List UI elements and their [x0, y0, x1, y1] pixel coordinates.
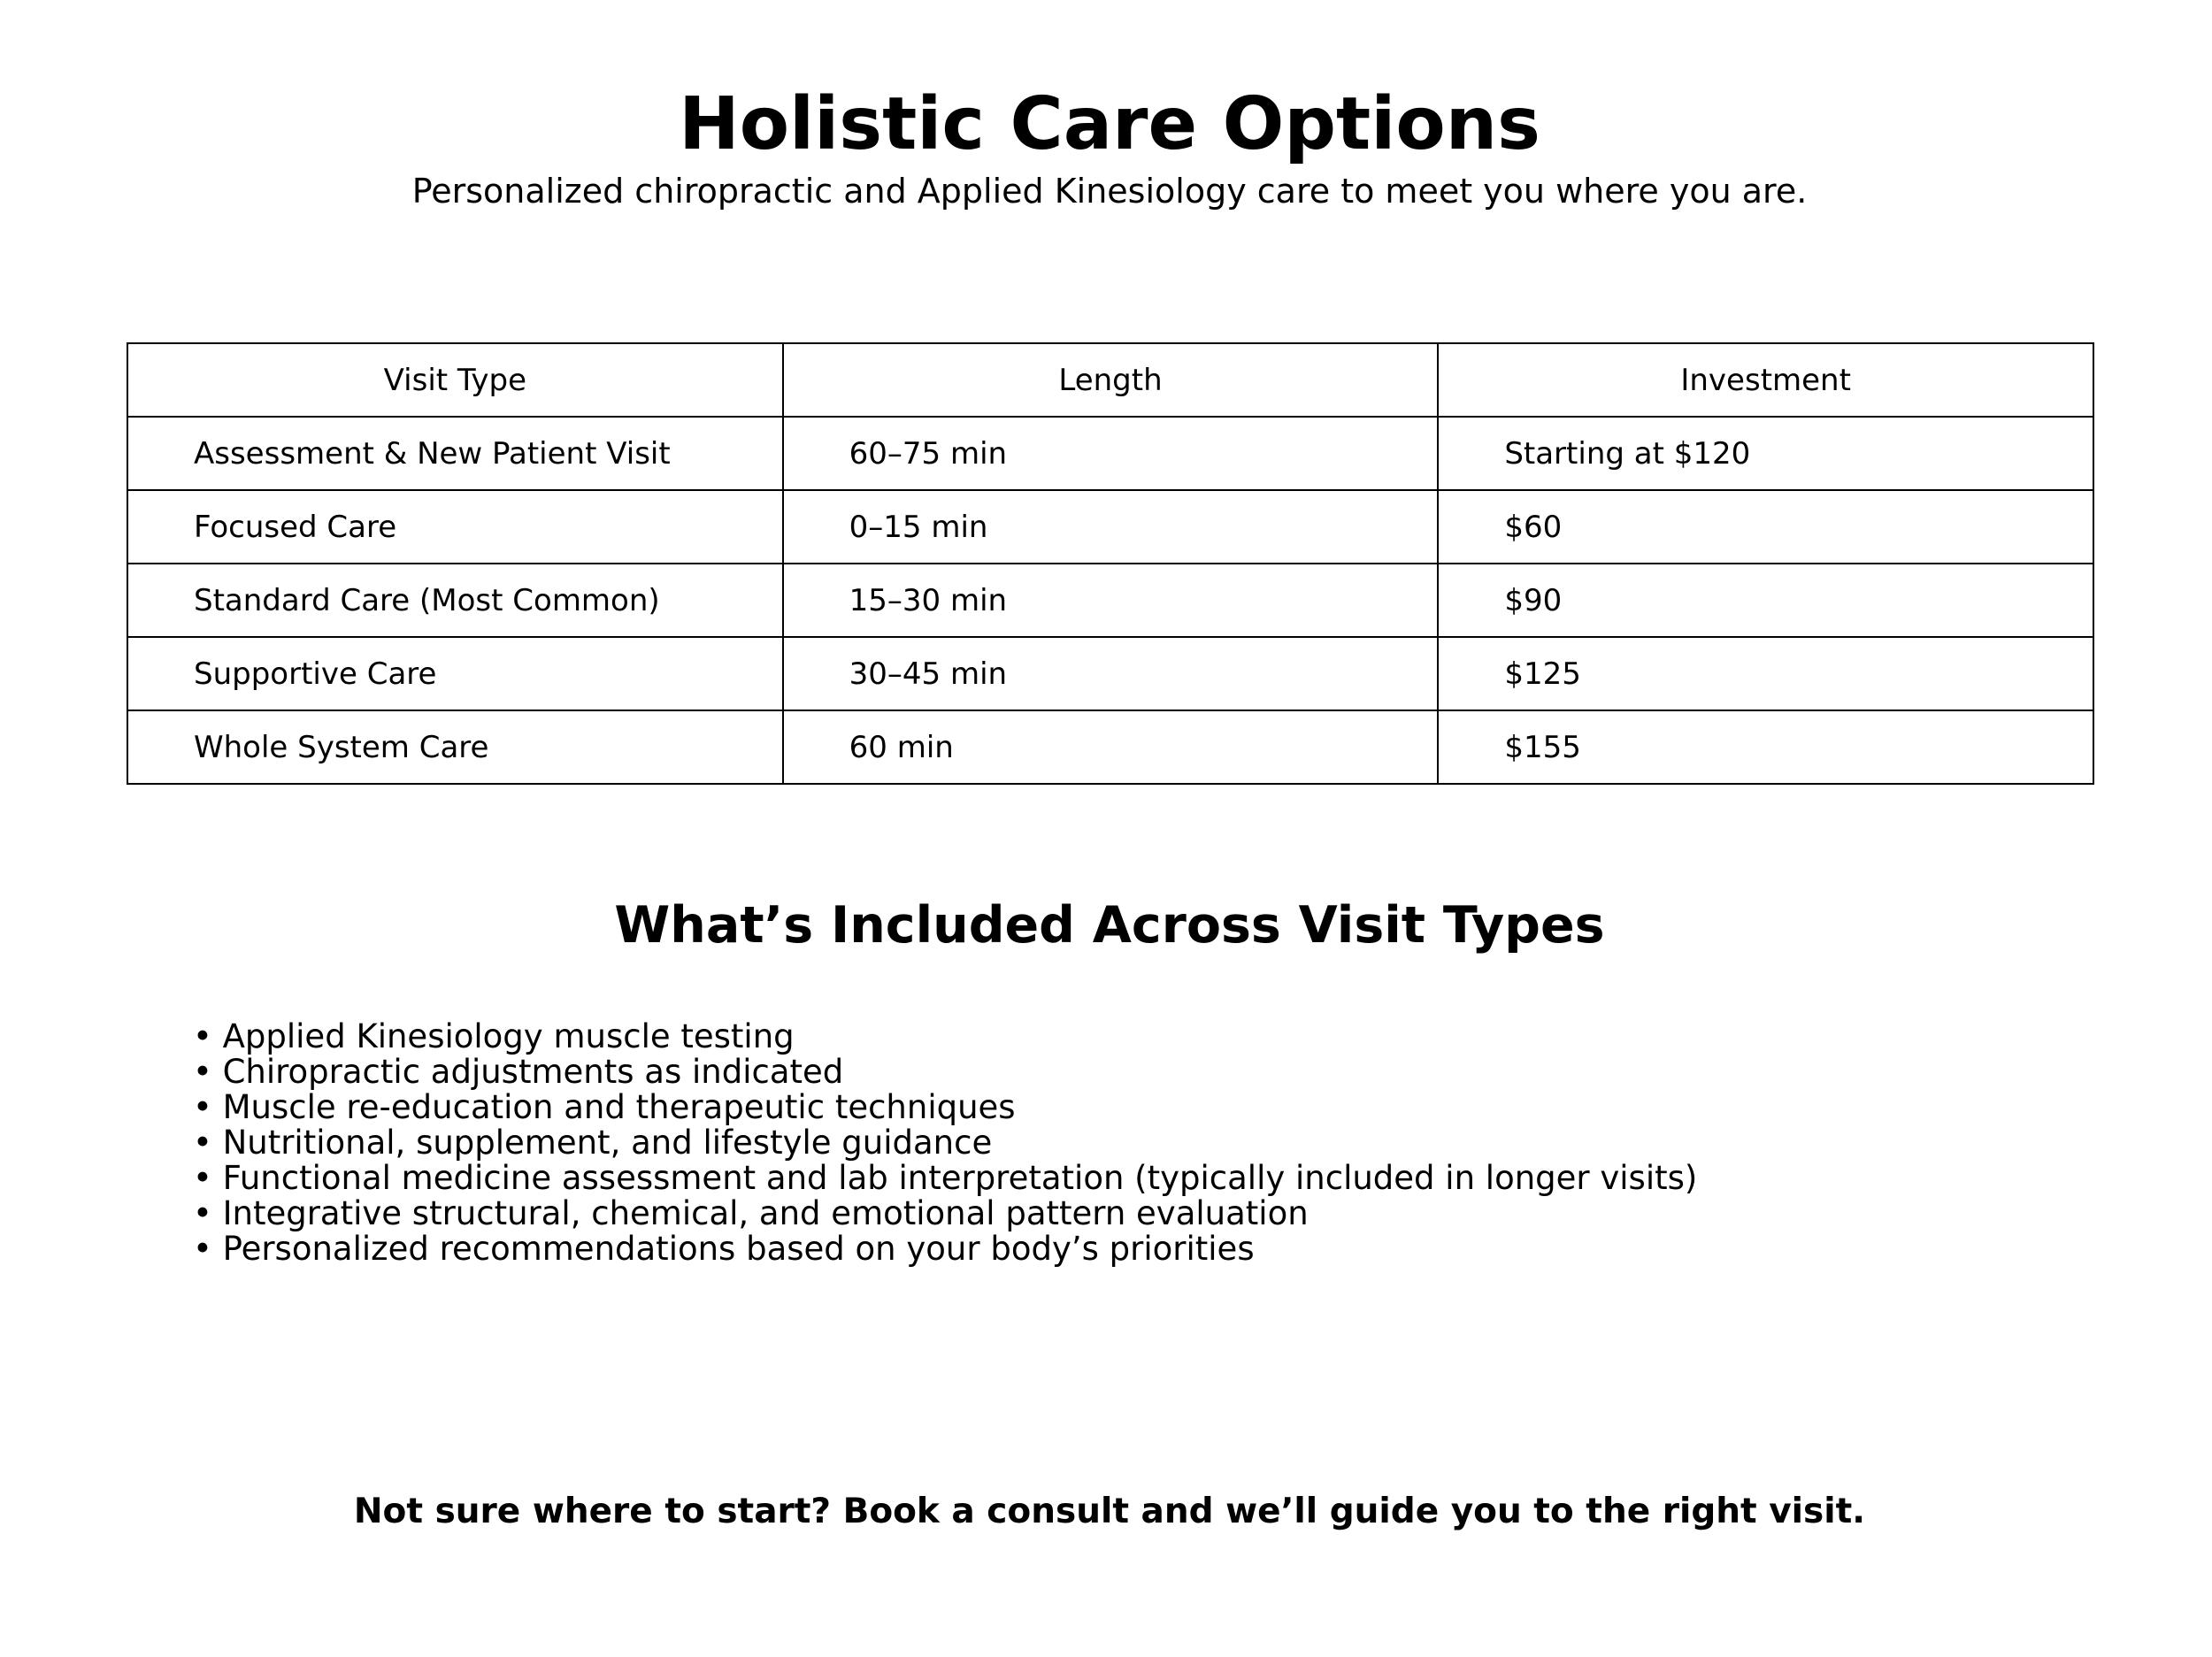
table-row: [127, 564, 2093, 637]
visit-type-cell: Whole System Care: [127, 710, 783, 784]
investment-cell: $90: [1438, 564, 2093, 637]
investment-cell: $155: [1438, 710, 2093, 784]
visit-type-cell: Standard Care (Most Common): [127, 564, 783, 637]
list-item: • Personalized recommendations based on your body’s priorities: [193, 1230, 1255, 1268]
column-header-length: Length: [783, 343, 1439, 417]
page-subtitle: Personalized chiropractic and Applied Kinesiology care to meet you where you are.: [411, 172, 1808, 211]
page-title: Holistic Care Options: [679, 82, 1540, 166]
length-cell: 60 min: [783, 710, 1439, 784]
table-header-row: [127, 343, 2093, 417]
length-cell: 60–75 min: [783, 417, 1439, 490]
consult-call-to-action: Not sure where to start? Book a consult and we’ll guide you to the right visit.: [353, 1492, 1866, 1531]
investment-cell: $125: [1438, 637, 2093, 710]
investment-cell: Starting at $120: [1438, 417, 2093, 490]
length-cell: 0–15 min: [783, 490, 1439, 564]
list-item: • Muscle re-education and therapeutic techniques: [193, 1088, 1016, 1126]
table-row: [127, 637, 2093, 710]
column-header-investment: Investment: [1438, 343, 2093, 417]
included-heading: What’s Included Across Visit Types: [614, 896, 1605, 955]
visit-type-cell: Supportive Care: [127, 637, 783, 710]
list-item: • Integrative structural, chemical, and emotional pattern evaluation: [193, 1194, 1309, 1232]
investment-cell: $60: [1438, 490, 2093, 564]
pricing-table: [127, 342, 2094, 785]
length-cell: 30–45 min: [783, 637, 1439, 710]
table-row: [127, 710, 2093, 784]
visit-type-cell: Focused Care: [127, 490, 783, 564]
visit-type-cell: Assessment & New Patient Visit: [127, 417, 783, 490]
column-header-visit-type: Visit Type: [127, 343, 783, 417]
list-item: • Chiropractic adjustments as indicated: [193, 1053, 844, 1091]
list-item: • Nutritional, supplement, and lifestyle guidance: [193, 1124, 993, 1162]
table-row: [127, 490, 2093, 564]
included-list: [193, 1019, 1697, 1267]
length-cell: 15–30 min: [783, 564, 1439, 637]
list-item: • Applied Kinesiology muscle testing: [193, 1017, 795, 1055]
list-item: • Functional medicine assessment and lab interpretation (typically included in longer visits): [193, 1159, 1698, 1197]
table-row: [127, 417, 2093, 490]
